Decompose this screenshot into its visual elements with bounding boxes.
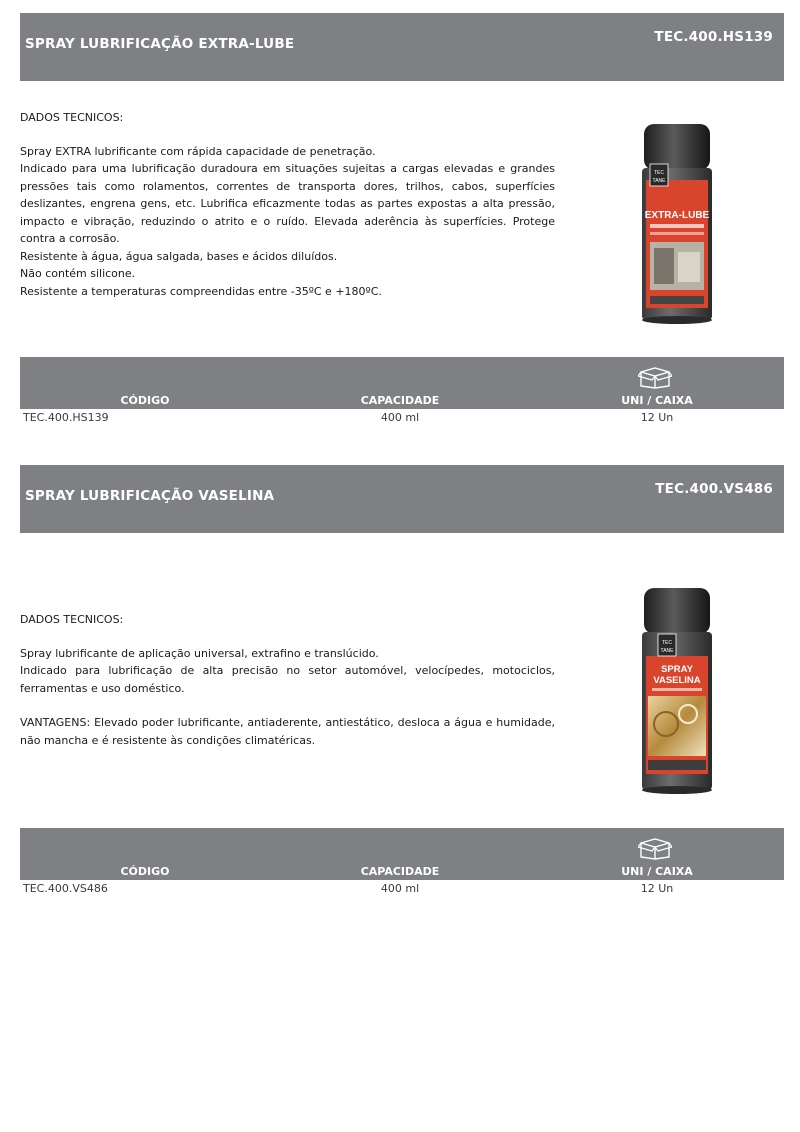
product-header [20,13,784,81]
cell-capacity: 400 ml [380,411,420,424]
details-paragraph: Indicado para uma lubrificação duradoura em situações sujeitas a cargas elevadas e grandes pressões tais como rolamentos, correntes de transporta dores, trilhos, cabos, superfícies deslizantes, engrena gens, etc. Lubrifica eficazmente todas as partes expostas a alta pressão, impacto e vibração, reduzindo o atrito e o ruído. Elevada aderência às superfícies. Protege contra a corrosão. [20,162,555,245]
box-icon [638,365,672,389]
product-title: SPRAY LUBRIFICAÇÃO VASELINA [25,488,275,504]
details-paragraph: Não contém silicone. [20,267,136,280]
cell-units-per-box: 12 Un [640,411,674,424]
technical-details [20,611,555,749]
table-header [20,828,784,880]
table-row [20,880,784,898]
cell-units-per-box: 12 Un [640,882,674,895]
product-spec-table [20,828,784,898]
cell-code: TEC.400.HS139 [23,411,109,424]
column-header-capacity: CAPACIDADE [360,394,440,407]
svg-text:TANE: TANE [652,178,666,184]
details-paragraph: VANTAGENS: Elevado poder lubrificante, antiaderente, antiestático, desloca a água e humidade, não mancha e é resistente às condições climatéricas. [20,716,555,747]
svg-text:SPRAY: SPRAY [661,664,693,675]
spray-can-image [636,584,718,799]
svg-text:EXTRA-LUBE: EXTRA-LUBE [644,210,710,221]
technical-details [20,109,555,300]
svg-text:VASELINA: VASELINA [653,675,701,686]
product-code: TEC.400.VS486 [655,481,773,497]
box-icon [638,836,672,860]
product-header [20,465,784,533]
details-heading: DADOS TECNICOS: [20,613,124,626]
details-paragraph: Resistente à água, água salgada, bases e ácidos diluídos. [20,249,338,263]
column-header-code: CÓDIGO [120,394,170,407]
column-header-capacity: CAPACIDADE [360,865,440,878]
product-code: TEC.400.HS139 [654,29,773,45]
svg-text:TEC: TEC [654,170,664,176]
svg-text:TEC: TEC [662,640,672,646]
column-header-units-per-box: UNI / CAIXA [621,394,693,407]
svg-text:TANE: TANE [660,648,674,654]
column-header-units-per-box: UNI / CAIXA [621,865,693,878]
column-header-code: CÓDIGO [120,865,170,878]
table-row [20,409,784,427]
spray-can-image [636,120,718,330]
product-spec-table [20,357,784,427]
details-paragraph: Spray EXTRA lubrificante com rápida capacidade de penetração. [20,144,376,158]
table-header [20,357,784,409]
details-paragraph: Resistente a temperaturas compreendidas entre -35ºC e +180ºC. [20,284,382,298]
product-title: SPRAY LUBRIFICAÇÃO EXTRA-LUBE [25,36,295,52]
details-paragraph: Spray lubrificante de aplicação universal, extrafino e translúcido. [20,646,379,660]
cell-code: TEC.400.VS486 [23,882,108,895]
cell-capacity: 400 ml [380,882,420,895]
details-paragraph: Indicado para lubrificação de alta precisão no setor automóvel, velocípedes, motociclos, ferramentas e uso doméstico. [20,664,555,695]
details-heading: DADOS TECNICOS: [20,111,124,124]
